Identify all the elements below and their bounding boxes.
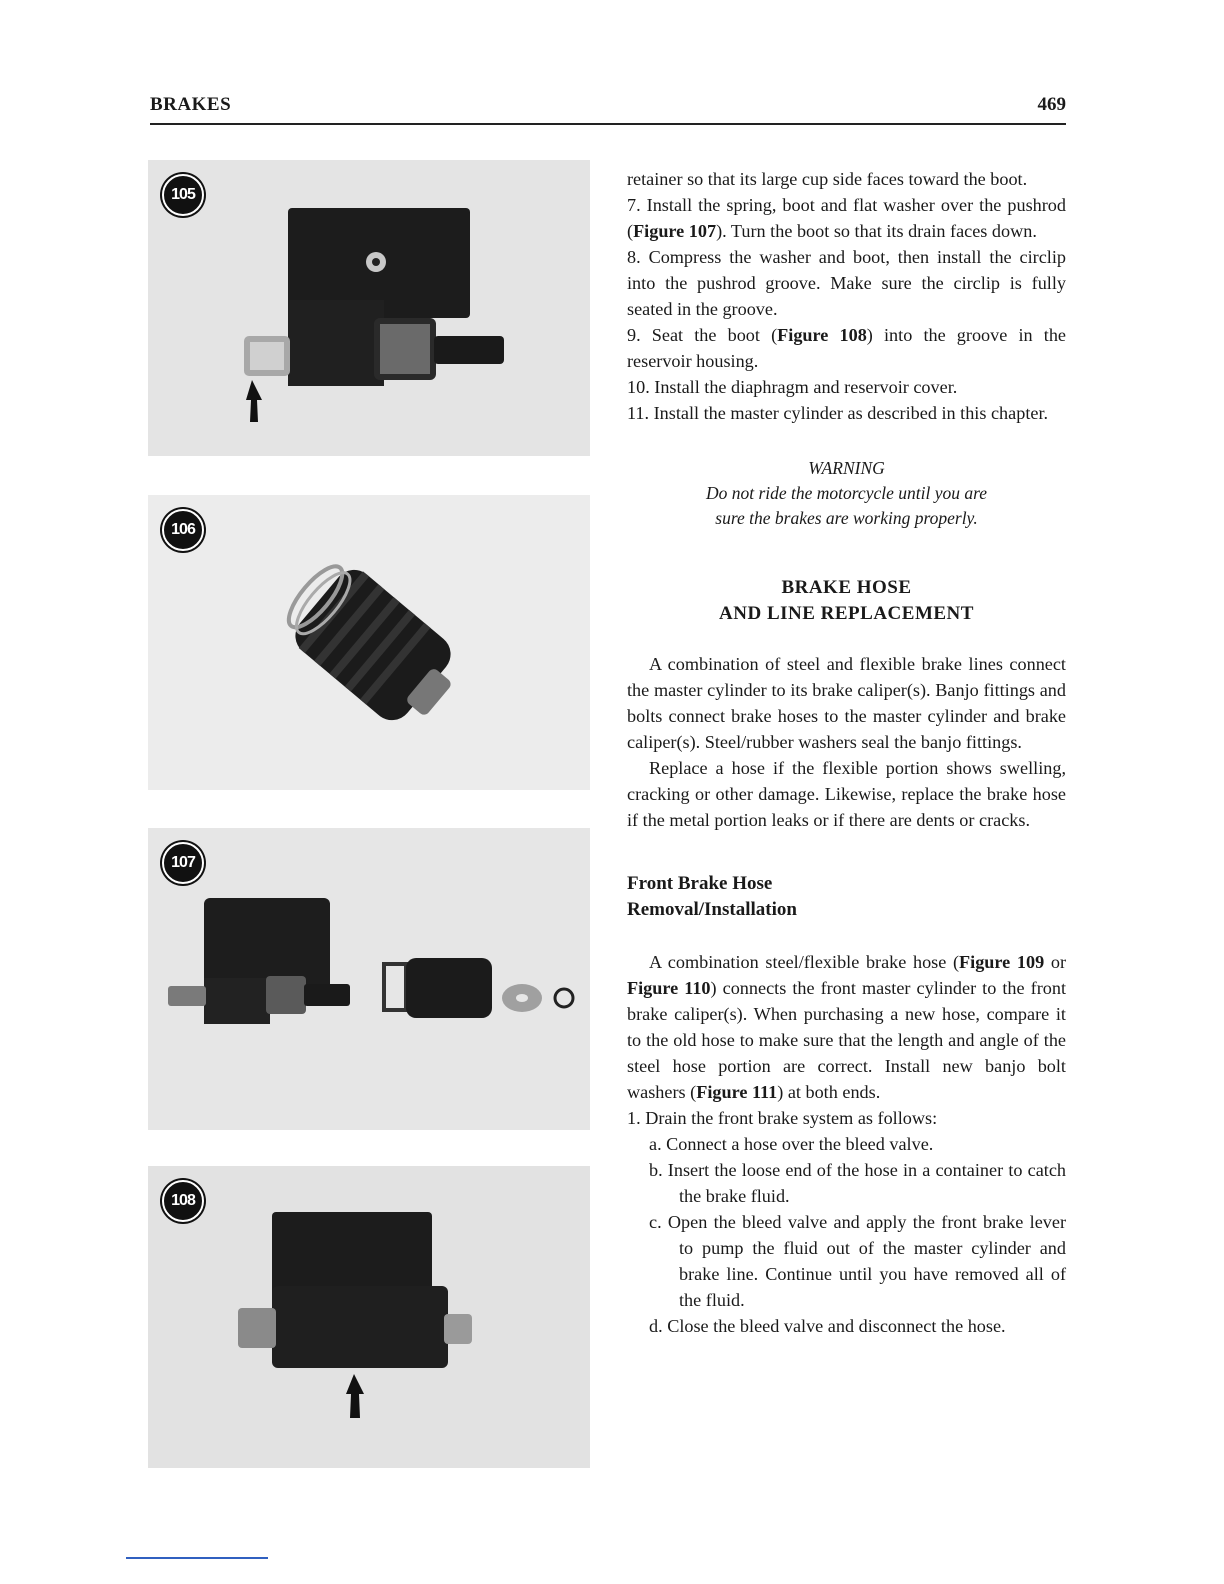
warning-line-2: sure the brakes are working properly. <box>715 508 978 528</box>
warning-line-1: Do not ride the motorcycle until you are <box>705 483 988 503</box>
paragraph-2: Replace a hose if the flexible portion shows swelling, cracking or other damage. Likewise, replace the brake hose if the metal portion leaks or if there are dents or cracks. <box>627 758 1066 830</box>
figure-105 <box>148 160 590 456</box>
figure-number-badge: 108 <box>162 1180 204 1222</box>
subsection-heading: Front Brake Hose Removal/Installation <box>627 873 797 920</box>
step-9: 9. Seat the boot (Figure 108) into the groove in the reservoir housing. <box>627 325 1066 371</box>
figure-number-badge: 107 <box>162 842 204 884</box>
figure-ref-109: Figure 109 <box>959 952 1045 972</box>
figure-107 <box>148 828 590 1130</box>
footnote-rule <box>126 1557 268 1559</box>
paragraph-3: A combination steel/flexible brake hose (Figure 109 or Figure 110) connects the front master cylinder to the front brake caliper(s). When purchasing a new hose, compare it to the old hose to make sure that the length and angle of the steel hose portion are correct. Install new banjo bolt washers (Figure 111) at both ends. <box>627 952 1066 1102</box>
text-column <box>627 166 1066 1339</box>
step-8: 8. Compress the washer and boot, then install the circlip into the pushrod groove. Make sure the circlip is fully seated in the groove. <box>627 247 1066 319</box>
boot-seated-photo <box>148 1166 590 1468</box>
warning-title: WARNING <box>808 458 885 478</box>
master-cylinder-photo <box>148 160 590 456</box>
exploded-parts-photo <box>148 828 590 1130</box>
step-10: 10. Install the diaphragm and reservoir cover. <box>627 377 958 397</box>
substep-b: b. Insert the loose end of the hose in a container to catch the brake fluid. <box>649 1160 1066 1206</box>
header-rule <box>150 123 1066 125</box>
substep-a: a. Connect a hose over the bleed valve. <box>649 1134 934 1154</box>
substep-d: d. Close the bleed valve and disconnect the hose. <box>649 1316 1006 1336</box>
figure-ref-107: Figure 107 <box>633 221 717 241</box>
figure-106 <box>148 495 590 790</box>
step-7: 7. Install the spring, boot and flat washer over the pushrod (Figure 107). Turn the boot so that its drain faces down. <box>627 195 1066 241</box>
figure-ref-110: Figure 110 <box>627 978 711 998</box>
figure-number-badge: 105 <box>162 174 204 216</box>
paragraph-continued: retainer so that its large cup side faces toward the boot. <box>627 169 1028 189</box>
boot-and-spring-photo <box>148 495 590 790</box>
section-title: BRAKES <box>150 94 232 115</box>
paragraph-1: A combination of steel and flexible brake lines connect the master cylinder to its brake caliper(s). Banjo fittings and bolts connect brake hoses to the master cylinder and brake caliper(s). Steel/rubber washers seal the banjo fittings. <box>627 654 1066 752</box>
figure-108 <box>148 1166 590 1468</box>
figure-ref-108: Figure 108 <box>777 325 867 345</box>
page-header <box>150 94 1066 122</box>
page-number: 469 <box>1037 94 1066 115</box>
figure-number-badge: 106 <box>162 509 204 551</box>
step-11: 11. Install the master cylinder as described in this chapter. <box>627 403 1049 423</box>
warning-box <box>627 456 1066 531</box>
step-1: 1. Drain the front brake system as follows: <box>627 1108 938 1128</box>
section-heading: BRAKE HOSE AND LINE REPLACEMENT <box>719 577 974 624</box>
substep-c: c. Open the bleed valve and apply the front brake lever to pump the fluid out of the master cylinder and brake line. Continue until you have removed all of the fluid. <box>649 1212 1066 1310</box>
figure-ref-111: Figure 111 <box>696 1082 778 1102</box>
